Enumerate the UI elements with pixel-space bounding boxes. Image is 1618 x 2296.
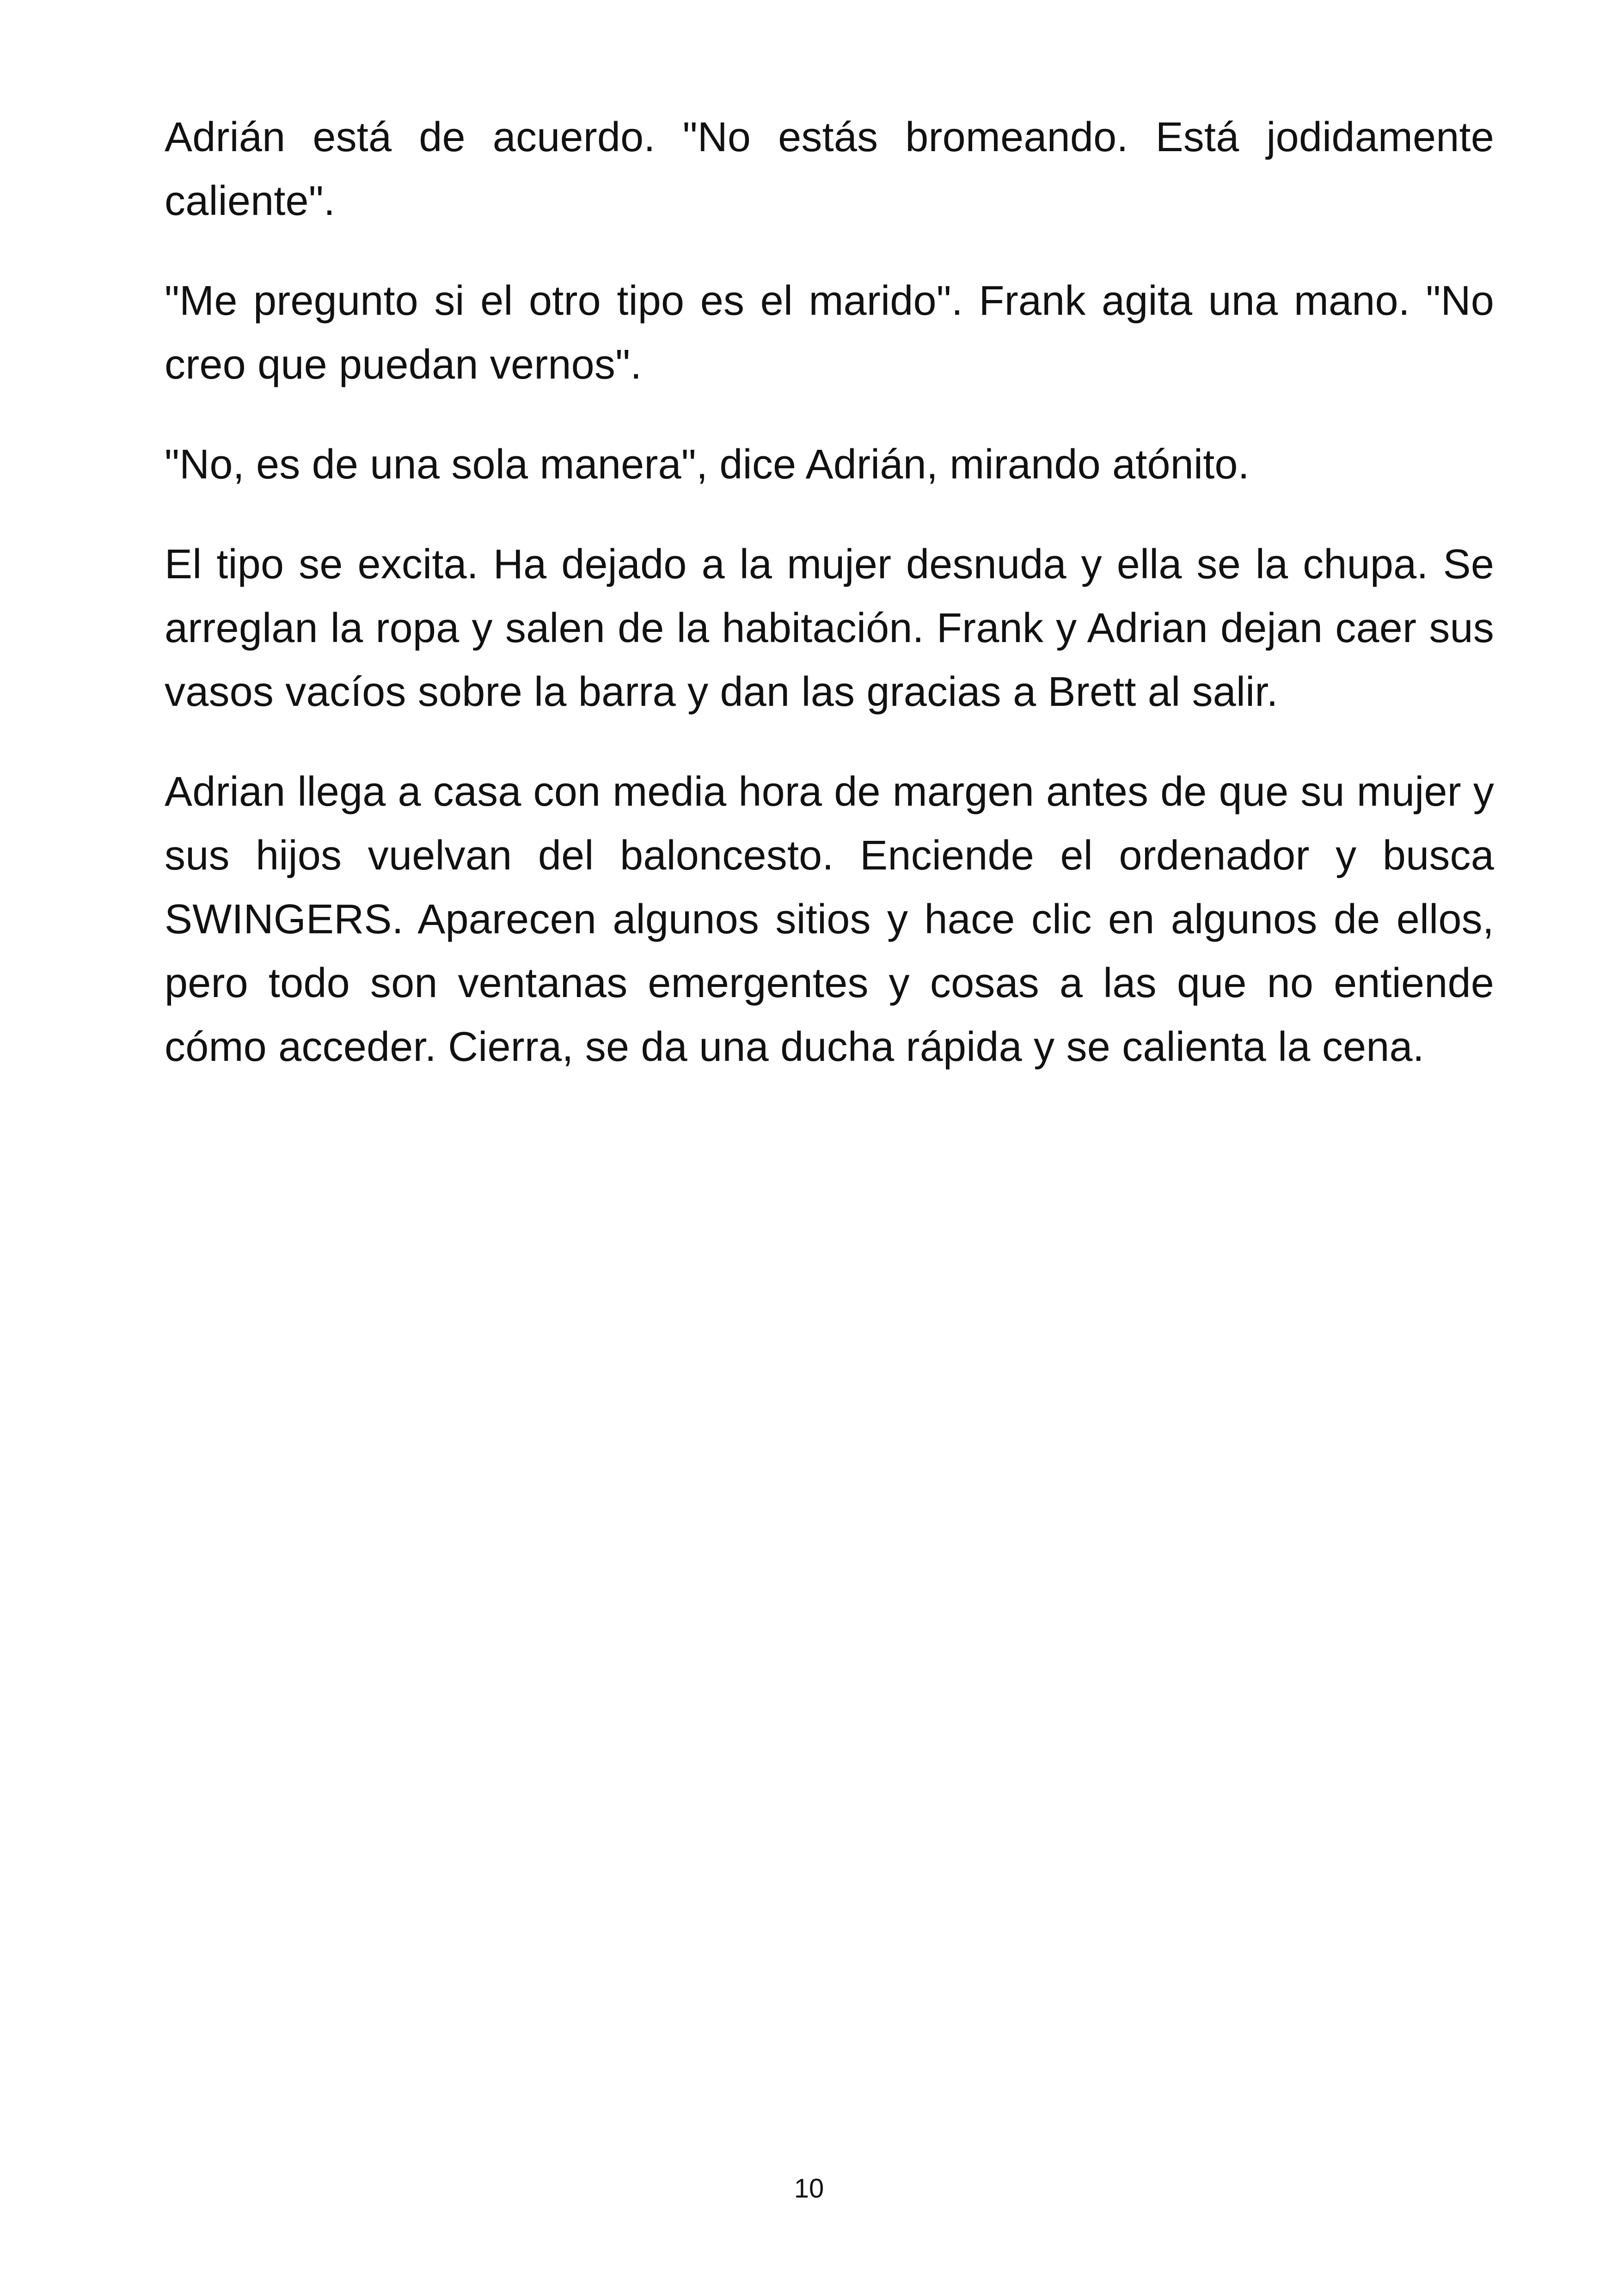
body-text <box>165 105 1494 1079</box>
paragraph: Adrian llega a casa con media hora de margen antes de que su mujer y sus hijos vuelvan del baloncesto. Enciende el ordenador y busca SWINGERS. Aparecen algunos sitios y hace clic en algunos de ellos, pero todo son ventanas emergentes y cosas a las que no entiende cómo acceder. Cierra, se da una ducha rápida y se calienta la cena. <box>165 769 1494 1070</box>
paragraph: "No, es de una sola manera", dice Adrián, mirando atónito. <box>165 441 1250 488</box>
paragraph: "Me pregunto si el otro tipo es el marido". Frank agita una mano. "No creo que puedan vernos". <box>165 278 1494 388</box>
paragraph: Adrián está de acuerdo. "No estás bromeando. Está jodidamente caliente". <box>165 114 1494 224</box>
page-number: 10 <box>794 2174 824 2204</box>
paragraph: El tipo se excita. Ha dejado a la mujer desnuda y ella se la chupa. Se arreglan la ropa y salen de la habitación. Frank y Adrian dejan caer sus vasos vacíos sobre la barra y dan las gracias a Brett al salir. <box>165 541 1494 715</box>
